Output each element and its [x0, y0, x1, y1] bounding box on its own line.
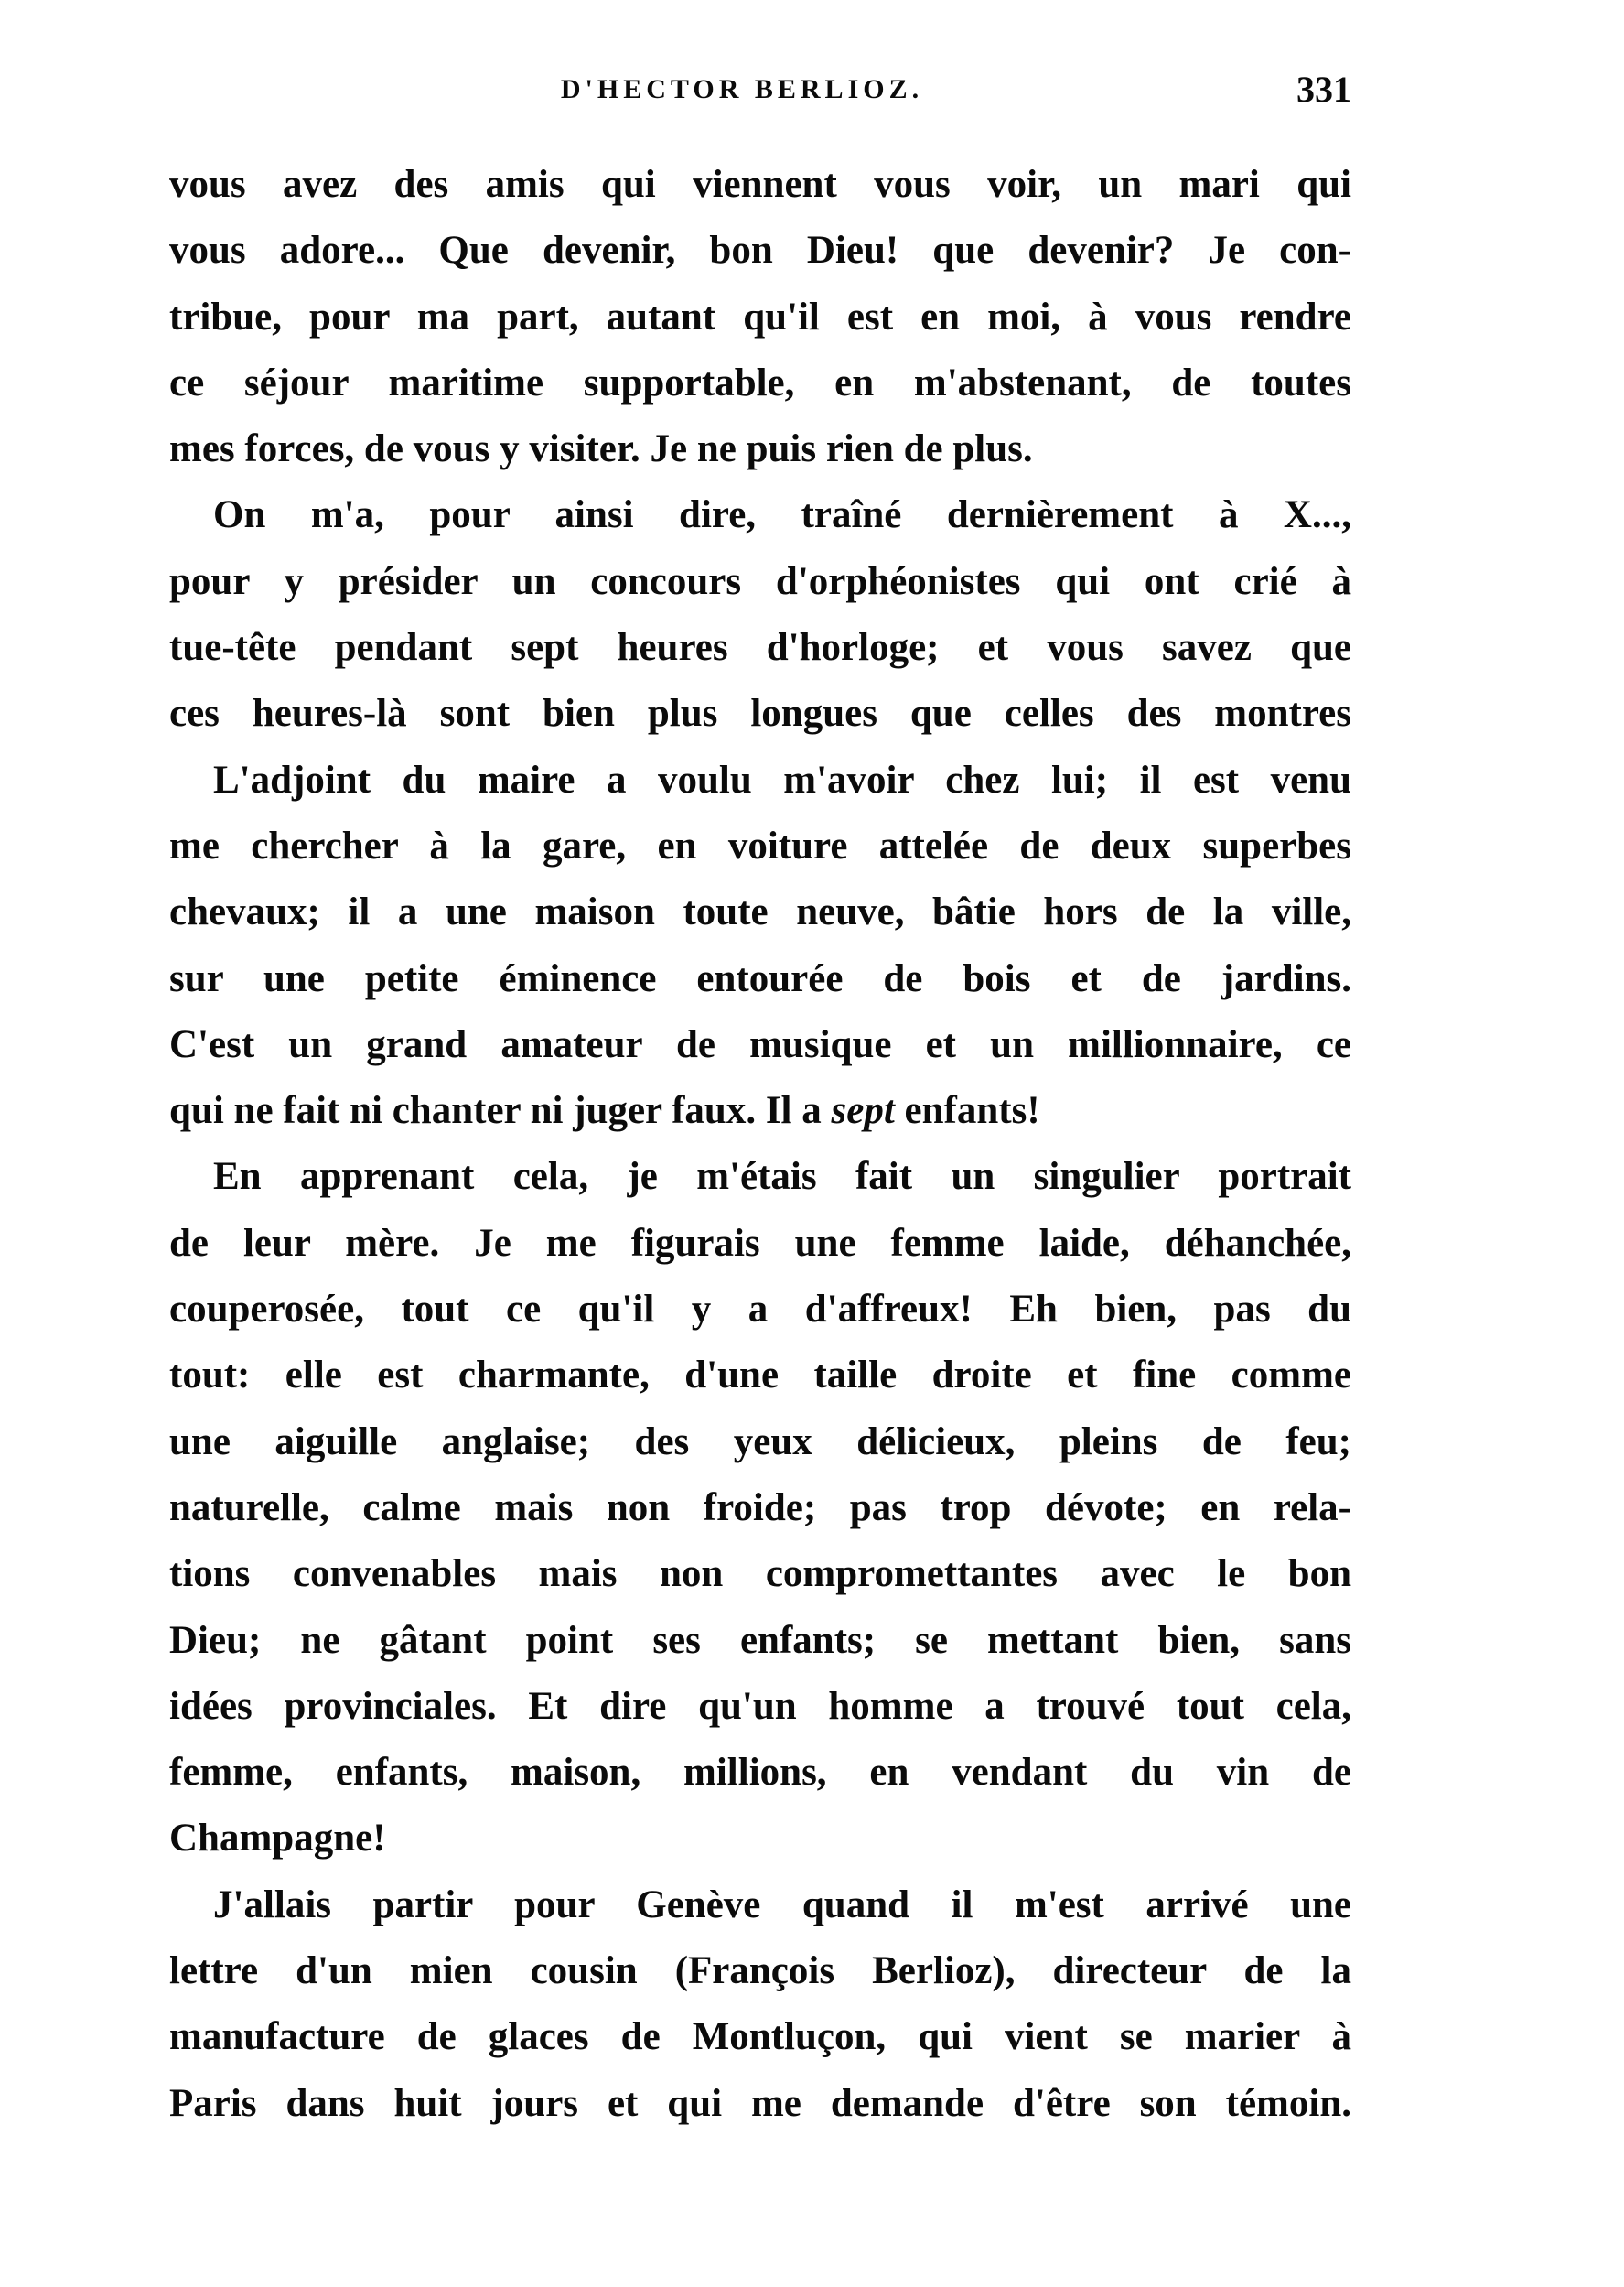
text-line-content: vous adore... Que devenir, bon Dieu! que devenir? Je con- [169, 229, 1351, 273]
text-line-content: ce séjour maritime supportable, en m'abstenant, de toutes [169, 361, 1351, 405]
text-line [169, 1475, 1351, 1541]
text-line-content: me chercher à la gare, en voiture attelée de deux superbes [169, 824, 1351, 868]
text-line [169, 218, 1351, 284]
text-line [169, 1938, 1351, 2004]
italic-word: sept [831, 1089, 895, 1133]
text-line-tail: enfants! [894, 1089, 1040, 1133]
text-line-content: Dieu; ne gâtant point ses enfants; se mettant bien, sans [169, 1618, 1351, 1662]
text-line [169, 1608, 1351, 1674]
text-line-content: chevaux; il a une maison toute neuve, bâtie hors de la ville, [169, 890, 1351, 934]
page-number: 331 [1296, 69, 1351, 110]
page-header [169, 62, 1351, 117]
text-line [169, 681, 1351, 747]
text-line [169, 1277, 1351, 1343]
text-line [169, 1740, 1351, 1806]
text-line-content: Champagne! [169, 1817, 386, 1861]
text-line [169, 549, 1351, 615]
text-line [169, 879, 1351, 945]
text-line-content: lettre d'un mien cousin (François Berlioz), directeur de la [169, 1949, 1351, 1993]
body-text [169, 152, 1351, 2137]
text-line-content: L'adjoint du maire a voulu m'avoir chez lui; il est venu [213, 758, 1351, 802]
text-line [169, 1078, 1351, 1144]
text-line [169, 1144, 1351, 1210]
text-line-content: On m'a, pour ainsi dire, traîné dernièrement à X..., [213, 493, 1351, 537]
text-line [169, 1012, 1351, 1078]
text-line [169, 946, 1351, 1012]
text-line [169, 748, 1351, 814]
text-line [169, 1872, 1351, 1938]
text-line-content: naturelle, calme mais non froide; pas trop dévote; en rela- [169, 1485, 1351, 1529]
text-line-content: une aiguille anglaise; des yeux délicieux, pleins de feu; [169, 1419, 1351, 1463]
text-line [169, 482, 1351, 548]
text-line-content: mes forces, de vous y visiter. Je ne puis rien de plus. [169, 427, 1033, 471]
text-line [169, 1541, 1351, 1607]
text-line-content: tout: elle est charmante, d'une taille droite et fine comme [169, 1354, 1351, 1397]
text-line-content: tribue, pour ma part, autant qu'il est en moi, à vous rendre [169, 295, 1351, 339]
text-line [169, 2071, 1351, 2137]
text-line [169, 1211, 1351, 1277]
text-line [169, 1343, 1351, 1408]
text-line-content: femme, enfants, maison, millions, en vendant du vin de [169, 1751, 1351, 1795]
text-line [169, 152, 1351, 218]
text-line-content: sur une petite éminence entourée de bois et de jardins. [169, 956, 1351, 1000]
text-line [169, 1806, 1351, 1872]
text-line-content: vous avez des amis qui viennent vous voir, un mari qui [169, 163, 1351, 206]
text-line [169, 351, 1351, 416]
text-line [169, 416, 1351, 482]
text-line-content: couperosée, tout ce qu'il y a d'affreux! Eh bien, pas du [169, 1288, 1351, 1332]
text-line-content: En apprenant cela, je m'étais fait un singulier portrait [213, 1155, 1351, 1199]
text-line-content: pour y présider un concours d'orphéonistes qui ont crié à [169, 559, 1351, 603]
text-line-content: qui ne fait ni chanter ni juger faux. Il a [169, 1089, 832, 1133]
text-line [169, 1409, 1351, 1475]
text-line-content: tions convenables mais non compromettantes avec le bon [169, 1552, 1351, 1596]
text-line-content: tue-tête pendant sept heures d'horloge; et vous savez que [169, 626, 1351, 670]
text-line-content: J'allais partir pour Genève quand il m'est arrivé une [213, 1882, 1351, 1926]
text-line [169, 2004, 1351, 2070]
text-line-content: ces heures-là sont bien plus longues que celles des montres [169, 692, 1351, 736]
text-line-content: C'est un grand amateur de musique et un millionnaire, ce [169, 1022, 1351, 1066]
text-line-content: Paris dans huit jours et qui me demande d'être son témoin. [169, 2081, 1351, 2125]
text-line [169, 1674, 1351, 1740]
text-line [169, 814, 1351, 879]
text-line-content: manufacture de glaces de Montluçon, qui vient se marier à [169, 2015, 1351, 2059]
text-line-content: de leur mère. Je me figurais une femme laide, déhanchée, [169, 1221, 1351, 1265]
text-line [169, 285, 1351, 351]
running-title: D'HECTOR BERLIOZ. [560, 74, 924, 104]
text-line-content: idées provinciales. Et dire qu'un homme a trouvé tout cela, [169, 1684, 1351, 1728]
text-line [169, 615, 1351, 681]
